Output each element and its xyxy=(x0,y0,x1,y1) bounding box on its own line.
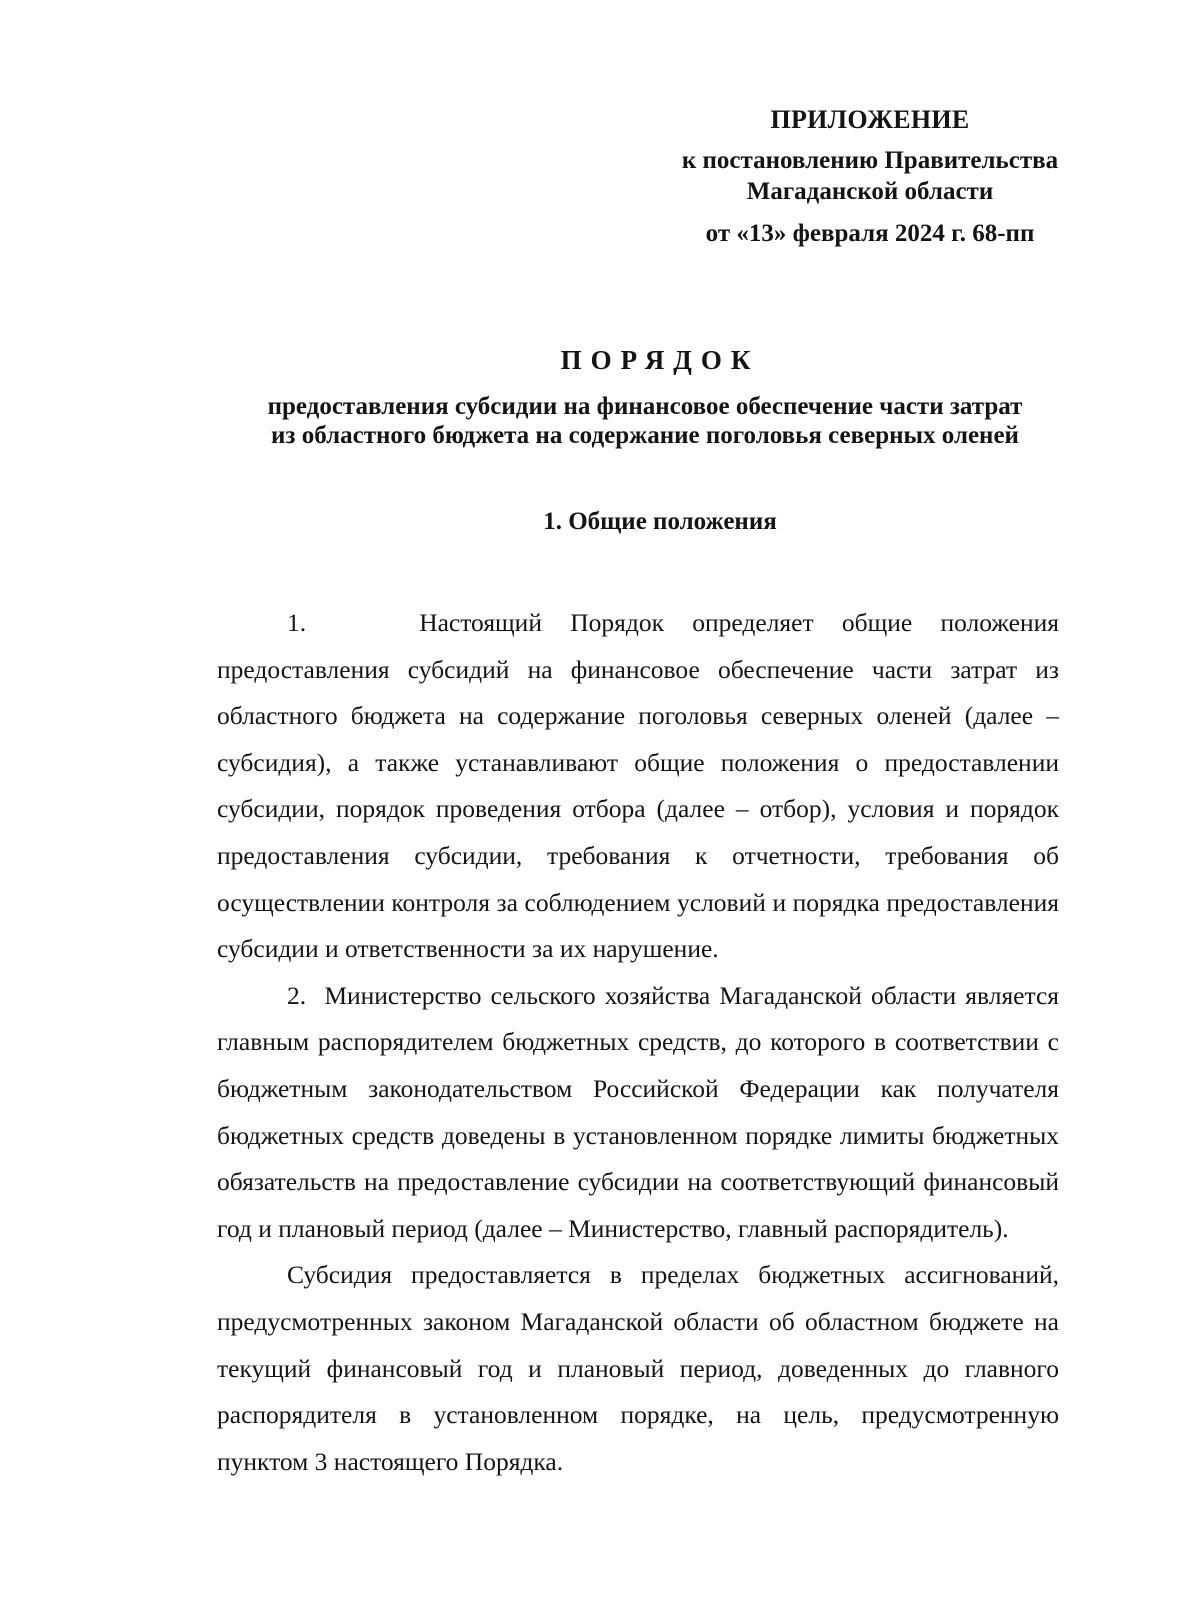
document-subtitle xyxy=(215,392,1075,450)
document-title: ПОРЯДОК xyxy=(560,345,760,375)
appendix-resolution-line: к постановлению Правительства xyxy=(681,147,1059,174)
document-body xyxy=(217,600,1059,1485)
paragraph-1: 1. Настоящий Порядок определяет общие положения предоставления субсидий на финансовое обеспечение части затрат из областного бюджета на содержание поголовья северных оленей (далее – субсидия), а также устанавливают общие положения о предоставлении субсидии, порядок проведения отбора (далее – отбор), условия и порядок предоставления субсидии, требования к отчетности, требования об осуществлении контроля за соблюдением условий и порядка предоставления субсидии и ответственности за их нарушение. xyxy=(217,608,1059,964)
paragraph-2: 2. Министерство сельского хозяйства Магаданской области является главным распорядителем бюджетных средств, до которого в соответствии с бюджетным законодательством Российской Федерации как получателя бюджетных средств доведены в установленном порядке лимиты бюджетных обязательств на предоставление субсидии на соответствующий финансовый год и плановый период (далее – Министерство, главный распорядитель). xyxy=(217,980,1059,1243)
appendix-header xyxy=(650,104,1090,249)
paragraph-3: Субсидия предоставляется в пределах бюджетных ассигнований, предусмотренных законом Магаданской области об областном бюджете на текущий финансовый год и плановый период, доведенных до главного распорядителя в установленном порядке, на цель, предусмотренную пунктом 3 настоящего Порядка. xyxy=(217,1260,1059,1476)
appendix-label: ПРИЛОЖЕНИЕ xyxy=(770,105,970,134)
section-heading: 1. Общие положения xyxy=(543,508,777,535)
appendix-region-line: Магаданской области xyxy=(746,178,994,205)
appendix-date-line: от «13» февраля 2024 г. 68-пп xyxy=(705,220,1035,247)
document-subtitle-line-2: из областного бюджета на содержание поголовья северных оленей xyxy=(271,422,1019,449)
document-subtitle-line-1: предоставления субсидии на финансовое обеспечение части затрат xyxy=(267,393,1023,420)
